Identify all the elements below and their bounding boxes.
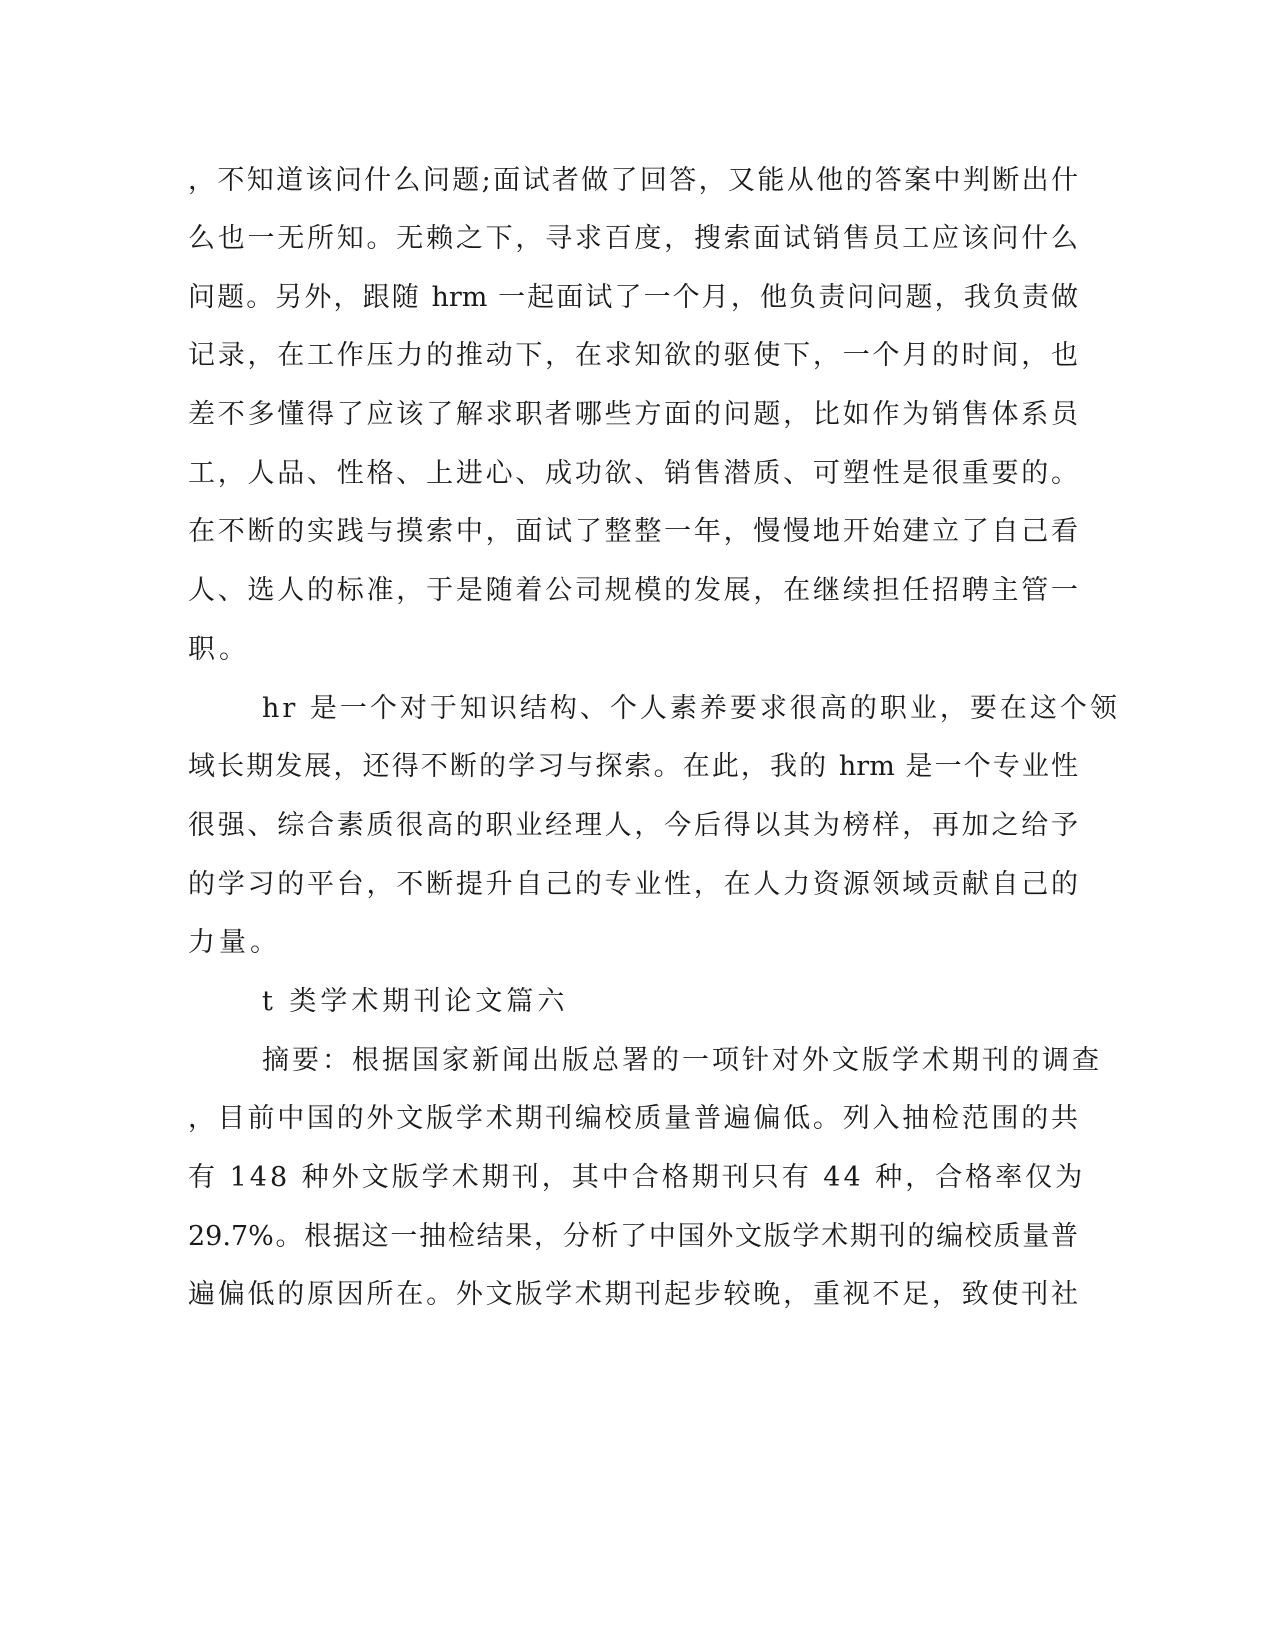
section-heading: t 类学术期刊论文篇六 <box>262 986 569 1017</box>
text-line: 很强、综合素质很高的职业经理人，今后得以其为榜样，再加之给予 <box>188 810 1078 841</box>
text-line: 工，人品、性格、上进心、成功欲、销售潜质、可塑性是很重要的。 <box>188 458 1078 489</box>
text-line: 29.7%。根据这一抽检结果，分析了中国外文版学术期刊的编校质量普 <box>188 1221 1078 1252</box>
text-line: 人、选人的标准，于是随着公司规模的发展，在继续担任招聘主管一 <box>188 575 1078 606</box>
text-line: ，目前中国的外文版学术期刊编校质量普遍偏低。列入抽检范围的共 <box>188 1103 1078 1134</box>
text-line: 职。 <box>188 634 250 665</box>
text-line: ，不知道该问什么问题;面试者做了回答，又能从他的答案中判断出什 <box>188 165 1078 196</box>
paragraph-first-line: 摘要：根据国家新闻出版总署的一项针对外文版学术期刊的调查 <box>262 1045 1102 1076</box>
text-line: 差不多懂得了应该了解求职者哪些方面的问题，比如作为销售体系员 <box>188 399 1078 430</box>
text-line: 记录，在工作压力的推动下，在求知欲的驱使下，一个月的时间，也 <box>188 340 1078 371</box>
text-line: 有 148 种外文版学术期刊，其中合格期刊只有 44 种，合格率仅为 <box>188 1162 1086 1193</box>
text-line: 的学习的平台，不断提升自己的专业性，在人力资源领域贡献自己的 <box>188 869 1078 900</box>
text-line: 在不断的实践与摸索中，面试了整整一年，慢慢地开始建立了自己看 <box>188 516 1078 547</box>
text-line: 问题。另外，跟随 hrm 一起面试了一个月，他负责问问题，我负责做 <box>188 282 1078 313</box>
text-line: 力量。 <box>188 927 281 958</box>
text-line: 遍偏低的原因所在。外文版学术期刊起步较晚，重视不足，致使刊社 <box>188 1279 1078 1310</box>
paragraph-first-line: hr 是一个对于知识结构、个人素养要求很高的职业，要在这个领 <box>262 693 1120 724</box>
text-line: 域长期发展，还得不断的学习与探索。在此，我的 hrm 是一个专业性 <box>188 751 1078 782</box>
text-line: 么也一无所知。无赖之下，寻求百度，搜索面试销售员工应该问什么 <box>188 223 1078 254</box>
